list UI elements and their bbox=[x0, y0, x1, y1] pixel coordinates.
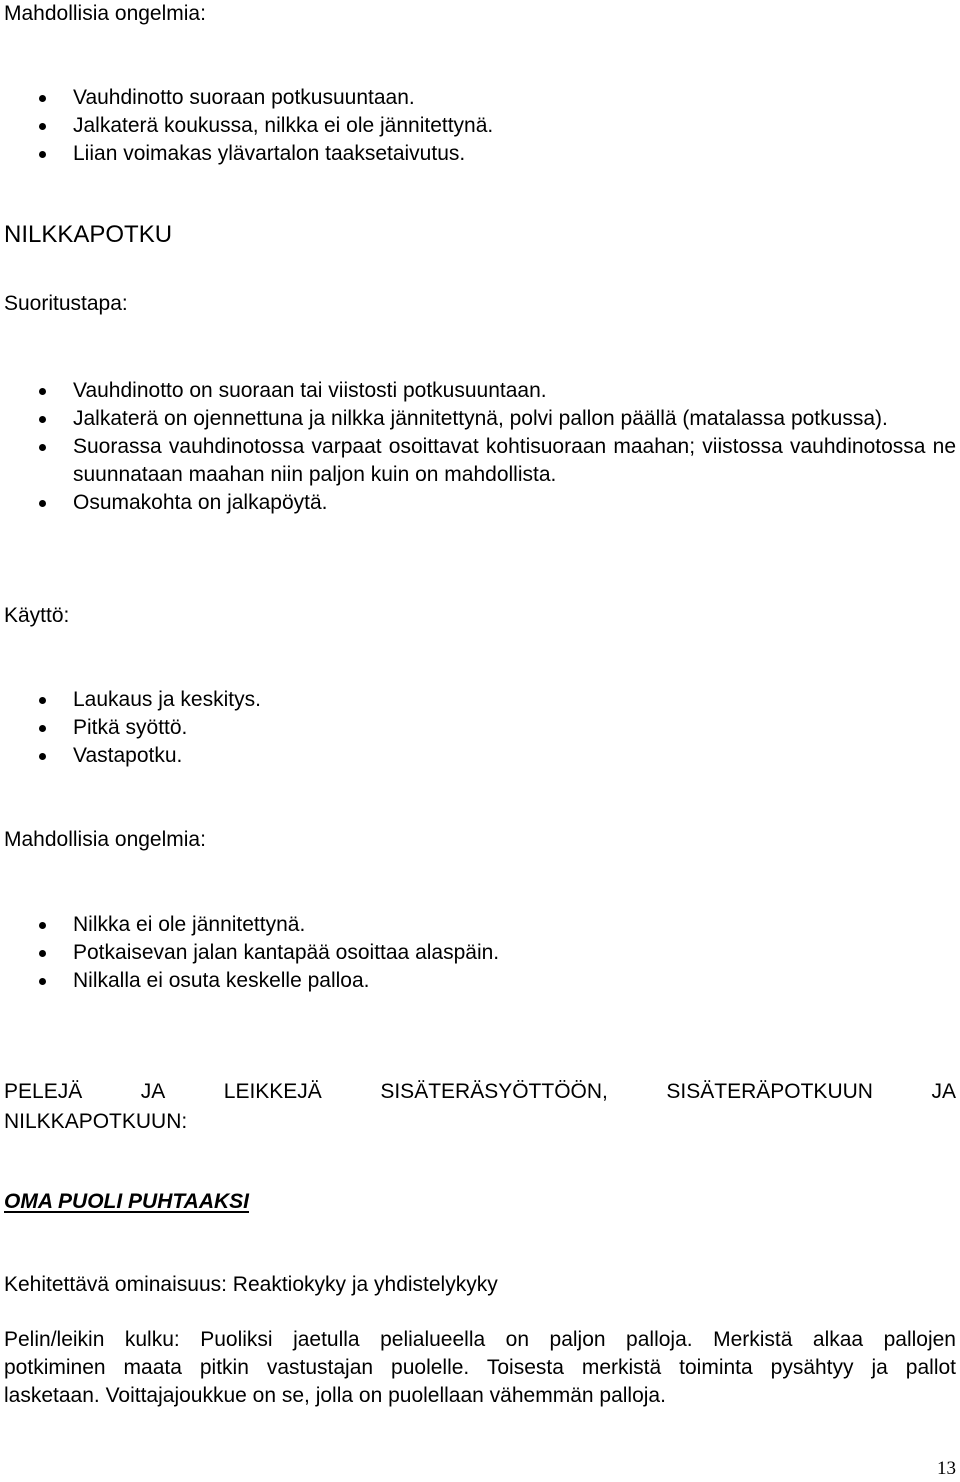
games-heading bbox=[4, 1077, 956, 1137]
problems-list-2 bbox=[4, 911, 956, 995]
list-item: Vauhdinotto suoraan potkusuuntaan. bbox=[4, 84, 956, 112]
game-flow-line: Pelin/leikin kulku: Puoliksi jaetulla pelialueella on paljon palloja. Merkistä alkaa pallojen bbox=[4, 1328, 956, 1351]
section-heading-problems: Mahdollisia ongelmia: bbox=[4, 2, 206, 25]
bullet-icon bbox=[39, 922, 46, 929]
bullet-icon bbox=[39, 950, 46, 957]
problems-list bbox=[4, 84, 956, 168]
page-number: 13 bbox=[937, 1458, 956, 1479]
section-title-nilkkapotku: NILKKAPOTKU bbox=[4, 221, 173, 248]
technique-list bbox=[4, 377, 956, 517]
game-title: OMA PUOLI PUHTAAKSI bbox=[4, 1190, 249, 1213]
bullet-icon bbox=[39, 151, 46, 158]
bullet-icon bbox=[39, 388, 46, 395]
bullet-icon bbox=[39, 500, 46, 507]
games-heading-line2: NILKKAPOTKUUN: bbox=[4, 1110, 188, 1133]
list-item: Liian voimakas ylävartalon taaksetaivutus. bbox=[4, 140, 956, 168]
bullet-icon bbox=[39, 444, 46, 451]
bullet-icon bbox=[39, 123, 46, 130]
list-item: Vauhdinotto on suoraan tai viistosti potkusuuntaan. bbox=[4, 377, 956, 405]
game-flow bbox=[4, 1326, 956, 1410]
list-item: Suorassa vauhdinotossa varpaat osoittavat kohtisuoraan maahan; viistossa vauhdinotossa ne suunnataan maahan niin paljon kuin on mahdollista. bbox=[4, 433, 956, 489]
bullet-icon bbox=[39, 95, 46, 102]
list-item: Vastapotku. bbox=[4, 742, 956, 770]
game-flow-line: lasketaan. Voittajajoukkue on se, jolla on puolellaan vähemmän palloja. bbox=[4, 1384, 666, 1407]
list-item: Osumakohta on jalkapöytä. bbox=[4, 489, 956, 517]
games-heading-row: PELEJÄ JA LEIKKEJÄ SISÄTERÄSYÖTTÖÖN, SISÄTERÄPOTKUUN JA bbox=[4, 1080, 956, 1103]
list-item: Jalkaterä koukussa, nilkka ei ole jännitettynä. bbox=[4, 112, 956, 140]
bullet-icon bbox=[39, 725, 46, 732]
game-skill: Kehitettävä ominaisuus: Reaktiokyky ja yhdistelykyky bbox=[4, 1273, 498, 1296]
usage-heading: Käyttö: bbox=[4, 604, 70, 627]
bullet-icon bbox=[39, 978, 46, 985]
list-item: Potkaisevan jalan kantapää osoittaa alaspäin. bbox=[4, 939, 956, 967]
list-item: Jalkaterä on ojennettuna ja nilkka jännitettynä, polvi pallon päällä (matalassa potkussa). bbox=[4, 405, 956, 433]
list-item: Laukaus ja keskitys. bbox=[4, 686, 956, 714]
list-item: Nilkalla ei osuta keskelle palloa. bbox=[4, 967, 956, 995]
list-item: Nilkka ei ole jännitettynä. bbox=[4, 911, 956, 939]
technique-heading: Suoritustapa: bbox=[4, 292, 128, 315]
usage-list bbox=[4, 686, 956, 770]
bullet-icon bbox=[39, 416, 46, 423]
problems-heading-2: Mahdollisia ongelmia: bbox=[4, 828, 206, 851]
bullet-icon bbox=[39, 697, 46, 704]
list-item: Pitkä syöttö. bbox=[4, 714, 956, 742]
game-flow-line: potkiminen maata pitkin vastustajan puolelle. Toisesta merkistä toiminta pysähtyy ja pallot bbox=[4, 1356, 956, 1379]
bullet-icon bbox=[39, 753, 46, 760]
